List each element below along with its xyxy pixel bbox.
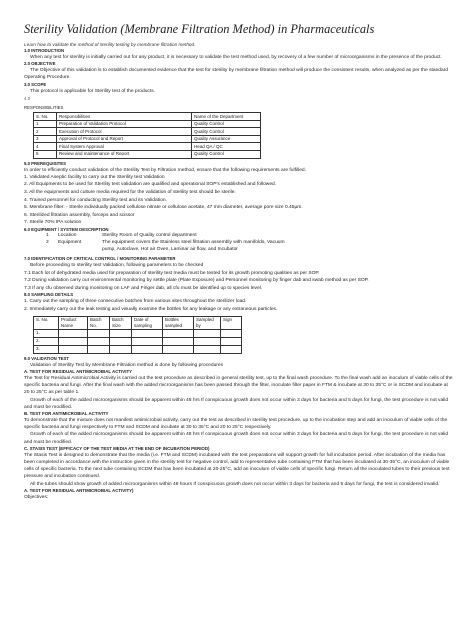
table-header-cell: S. No.	[34, 113, 57, 121]
document-page	[24, 22, 454, 501]
section-heading-responsibilities: RESPONSIBILITIES	[24, 105, 64, 111]
subsection-heading-antimicrobial: B. TEST FOR ANTIMICROBIAL ACTIVITY	[24, 410, 109, 416]
table-cell: 1.	[34, 329, 59, 337]
table-header-cell: Bottles sampled	[163, 316, 194, 329]
table-row	[34, 329, 242, 337]
table-cell	[194, 345, 221, 353]
section-heading-prerequisites: 5.0 PREREQUISITES	[24, 160, 67, 166]
table-header-cell: Batch Size	[110, 316, 132, 329]
table-row	[34, 150, 261, 158]
table-cell: Final System Approval	[57, 143, 192, 151]
section-heading-critical-parameters: 7.0 IDENTIFICATION OF CRITICAL CONTROL / MONITORING PARAMETER	[24, 256, 176, 262]
list-item: 5. Membrane filter: - Sterile individually packed cellulose nitrate or cellulose acetate, 47 mm diameter, average pore size 0.45µm.	[24, 205, 303, 211]
section-number-four: 4.0	[24, 95, 31, 101]
table-cell: Head QA / QC	[192, 143, 261, 151]
table-cell	[59, 329, 88, 337]
list-item: 7.1 Each lot of dehydrated media used for preparation of sterility test media must be tested for its growth promoting qualities as per SOP.	[24, 270, 320, 276]
table-row	[34, 143, 261, 151]
list-item	[46, 240, 454, 254]
list-item: 2. All Equipments to be used for Sterility test validation are qualified and operational SOP's established and followed.	[24, 182, 277, 188]
equipment-list	[46, 233, 454, 253]
section-text-scope: This protocol is applicable for Sterility test of the products.	[30, 88, 156, 94]
document-title: Sterility Validation (Membrane Filtration Method) in Pharmaceuticals	[24, 22, 375, 36]
section-text-critical-parameters: Before proceeding to sterility test Validation, following parameters to be checked	[30, 263, 204, 269]
table-cell	[132, 329, 163, 337]
equipment-value: Sterility Room of Quality control department	[102, 232, 197, 238]
table-cell	[59, 345, 88, 353]
table-cell: Preparation of Validation Protocol	[57, 120, 192, 128]
table-cell: Quality Control	[192, 120, 261, 128]
list-item: 4. Trained personnel for conducting Sterility test and its Validation.	[24, 197, 167, 203]
subsection-heading-residual: A. TEST FOR RESIDUAL ANTIMICROBIAL ACTIVITY	[24, 368, 133, 374]
table-cell	[163, 337, 194, 345]
list-item: 6. Sterilized filtration assembly, forceps and scissor	[24, 212, 135, 218]
subsection-text-stasis-2: All the tubes should show growth of added microorganisms within 48 hours If conspicuous growth does not occur within 3 days for bacteria and 5 days for fungi, the test is considered invalid.	[30, 481, 440, 487]
section-text-prerequisites: In order to efficiently conduct validation of the Sterility Test by Filtration method, ensure that the following requirements are fulfilled.	[24, 167, 306, 173]
list-item: 3. All the equipments and culture media required for the validation of sterility test should be sterile.	[24, 189, 236, 195]
table-header-cell: S. No.	[34, 316, 59, 329]
section-heading-sampling: 8.0 SAMPLING DETAILS	[24, 292, 74, 298]
table-header-cell: Product Name	[59, 316, 88, 329]
table-cell	[110, 337, 132, 345]
subsection-text-antimicrobial: To demonstrate that the mixture does not manifest antimicrobial activity, carry out the test as described in sterility test procedure, up to the incubation step and add an inoculum of viable cells of the specific bacteria and fungi respectively to FTM and SCDM and incubate at 30 to 35°C and 20 to 25°C respectively.	[24, 417, 448, 431]
equipment-number: 1	[46, 232, 49, 238]
subsection-text-residual: The Test for Residual Antimicrobial Activity is carried out the test procedure as described in general sterility test, up to the final wash procedure. To the final wash add an inoculum of viable cells of the specific bacteria and fungi. After the final wash with the added microorganisms has been passed through the filter, inoculate filter paper in FTM & incubate at 30 to 35°C or in SCDM and incubate at 20 to 25°C as per table 1.	[24, 375, 453, 396]
section-heading-validation-test: 9.0 VALIDATION TEST	[24, 355, 69, 361]
table-header-cell: Batch No.	[88, 316, 110, 329]
table-header-cell: Sampled by	[194, 316, 221, 329]
table-cell: Review and maintenance of Report	[57, 150, 192, 158]
table-cell: Execution of Protocol	[57, 128, 192, 136]
list-item: 7. Sterile 70% IPA solution	[24, 220, 82, 226]
section-heading-introduction: 1.0 INTRODUCTION	[24, 48, 65, 53]
table-cell	[163, 329, 194, 337]
table-cell: Quality Assurance	[192, 135, 261, 143]
section-text-validation-test: Validation of Sterility Test by Membrane Filtration method is done by following procedures	[30, 362, 224, 368]
equipment-number: 2	[46, 239, 49, 245]
table-header-row	[34, 113, 261, 121]
table-header-row	[34, 316, 242, 329]
subsection-text-stasis: The Stasis Test is designed to demonstrate that the media (i.e. FTM and SCDM) incubated with the test preparations will support growth for full incubation period. After incubation of the media has been completed in accordance with the instruction given in the sterility test for negative control, add to representative tube containing FTM that has been incubated at 30-35°C, an inoculum of viable cells of specific bacteria. To the next tube containing SCDM that has been incubated at 20-25°C, add an inoculum of viable cells of specific fungi. Return all the inoculated tubes to their previous test pressure and incubation continued.	[24, 452, 450, 480]
document-subtitle: Learn how to validate the method of sterility testing by membrane filtration method.	[24, 42, 196, 47]
equipment-key: Location	[58, 232, 77, 238]
table-cell: Approval of Protocol and Report	[57, 135, 192, 143]
table-cell	[88, 345, 110, 353]
subsection-text-residual-2: Growth of each of the added microorganisms should be apparent within 48 hrs If conspicuous growth does not occur within 3 days for bacteria and 5 days for fungi, the test procedure is not valid and must be modified.	[24, 397, 449, 410]
table-cell: 2.	[34, 337, 59, 345]
subsection-heading-residual-caps: A. TEST FOR RESIDUAL ANTIMICROBIAL ACTIVITY)	[24, 487, 134, 493]
list-item	[46, 233, 454, 240]
subsection-heading-stasis: C. STASIS TEST (EFFICACY OF THE TEST MEDIA AT THE END OF INCUBATION PERIOD)	[24, 445, 210, 451]
table-header-cell: Responsibilities	[57, 113, 192, 121]
table-cell: 5	[34, 150, 57, 158]
table-cell	[163, 345, 194, 353]
list-item: 1. Validated Aseptic facility to carry out the Sterility test Validation	[24, 174, 165, 180]
section-heading-objective: 2.0 OBJECTIVE	[24, 61, 56, 67]
table-header-cell: Sign	[221, 316, 242, 329]
table-cell	[132, 345, 163, 353]
table-cell: 3.	[34, 345, 59, 353]
table-row	[34, 135, 261, 143]
table-cell: 1	[34, 120, 57, 128]
list-item: 2. Immediately carry out the leak testing and visually examine the bottles for any leakage or any extraneous particles.	[24, 306, 278, 312]
table-row	[34, 345, 242, 353]
table-cell: 3	[34, 135, 57, 143]
table-row	[34, 128, 261, 136]
table-cell	[194, 329, 221, 337]
table-cell	[221, 329, 242, 337]
table-cell	[88, 337, 110, 345]
table-row	[34, 120, 261, 128]
table-header-cell: Name of the Department	[192, 113, 261, 121]
equipment-value: The equipment covers the Stainless steel filtration assembly with manifolds, Vacuum pump, Autoclave, Hot air Oven, Laminar air flow, and Incubator	[102, 239, 285, 252]
section-heading-equipment: 6.0 EQUIPMENT / SYSTEM DESCRIPTION	[24, 226, 109, 232]
table-cell: 2	[34, 128, 57, 136]
section-text-introduction: When any test for sterility is initially carried out for any product, it is necessary to validate the test method used, by recovery of a few number of microorganisms in the presence of the product.	[30, 55, 442, 60]
table-row	[34, 337, 242, 345]
table-cell	[132, 337, 163, 345]
table-cell: Quality Control	[192, 150, 261, 158]
table-cell	[194, 337, 221, 345]
sampling-table	[33, 316, 242, 354]
table-header-cell: Date of sampling	[132, 316, 163, 329]
list-item: 7.3 If any cfu observed during monitoring on LAF and Finger dab, all cfu must be identified up to species level.	[24, 285, 263, 291]
table-cell	[59, 337, 88, 345]
equipment-key: Equipment	[58, 239, 82, 245]
subsection-text-antimicrobial-2: Growth of each of the added microorganisms should be apparent within 48 hrs If conspicuous growth does not occur within 3 days for bacteria and 5 days for fungi, the test procedure is not valid and must be modified.	[24, 432, 449, 445]
table-cell	[221, 337, 242, 345]
subsection-text-objectives: Objectives:	[24, 494, 49, 500]
table-cell: 4	[34, 143, 57, 151]
section-text-objective: The Objective of this validation is to establish documented evidence that the test for sterility by membrane filtration method will produce the consistent results, when analyzed as per the standard Operating Procedure.	[24, 68, 449, 81]
section-heading-scope: 3.0 SCOPE	[24, 81, 47, 87]
table-cell: Quality Control	[192, 128, 261, 136]
list-item: 1. Carry out the sampling of three consecutive batches from various sites throughout the sterilizer load.	[24, 299, 247, 305]
table-cell	[88, 329, 110, 337]
responsibilities-table	[33, 112, 261, 159]
table-cell	[110, 345, 132, 353]
table-cell	[221, 345, 242, 353]
table-cell	[110, 329, 132, 337]
list-item: 7.2 During validation carry out environmental monitoring by settle plate (Plate Exposure) and Personnel monitoring by finger dab and swab method as per SOP.	[24, 278, 369, 284]
